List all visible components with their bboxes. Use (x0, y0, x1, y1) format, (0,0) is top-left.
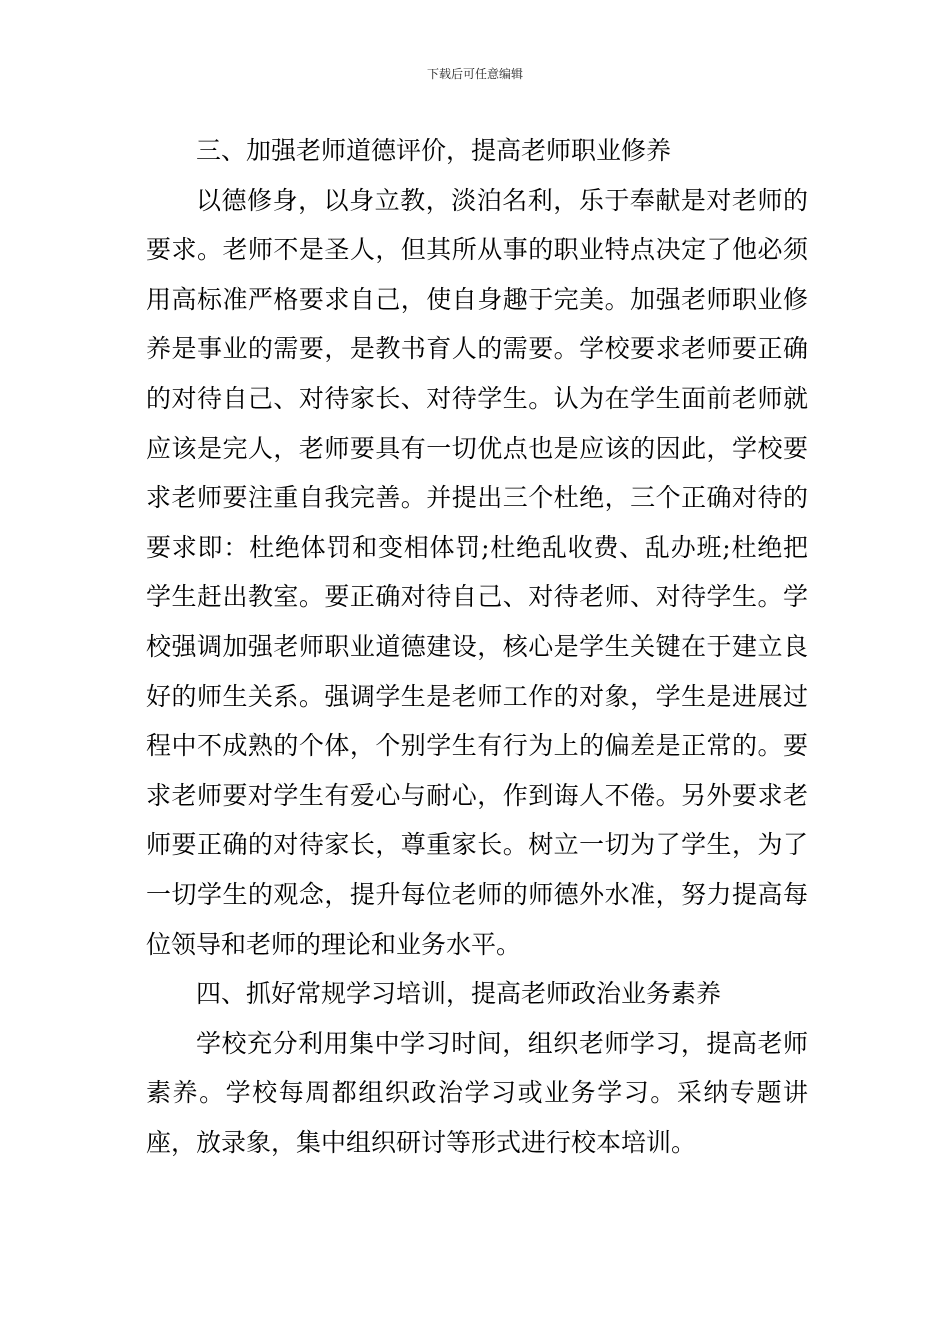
section-heading-3: 三、加强老师道德评价，提高老师职业修养 (196, 136, 672, 165)
document-body (146, 126, 808, 1167)
section-paragraph-3: 以德修身，以身立教，淡泊名利，乐于奉献是对老师的要求。老师不是圣人，但其所从事的职业特点决定了他必须用高标准严格要求自己，使自身趣于完美。加强老师职业修养是事业的需要，是教书育人的需要。学校要求老师要正确的对待自己、对待家长、对待学生。认为在学生面前老师就应该是完人，老师要具有一切优点也是应该的因此，学校要求老师要注重自我完善。并提出三个杜绝，三个正确对待的要求即：杜绝体罚和变相体罚;杜绝乱收费、乱办班;杜绝把学生赶出教室。要正确对待自己、对待老师、对待学生。学校强调加强老师职业道德建设，核心是学生关键在于建立良好的师生关系。强调学生是老师工作的对象，学生是进展过程中不成熟的个体，个别学生有行为上的偏差是正常的。要求老师要对学生有爱心与耐心，作到诲人不倦。另外要求老师要正确的对待家长，尊重家长。树立一切为了学生，为了一切学生的观念，提升每位老师的师德外水准，努力提高每位领导和老师的理论和业务水平。 (146, 185, 808, 959)
section-paragraph-4: 学校充分利用集中学习时间，组织老师学习，提高老师素养。学校每周都组织政治学习或业务学习。采纳专题讲座，放录象，集中组织研讨等形式进行校本培训。 (146, 1028, 808, 1157)
section-heading-4: 四、抓好常规学习培训，提高老师政治业务素养 (196, 979, 722, 1009)
page-header-note: 下载后可任意编辑 (426, 67, 523, 81)
